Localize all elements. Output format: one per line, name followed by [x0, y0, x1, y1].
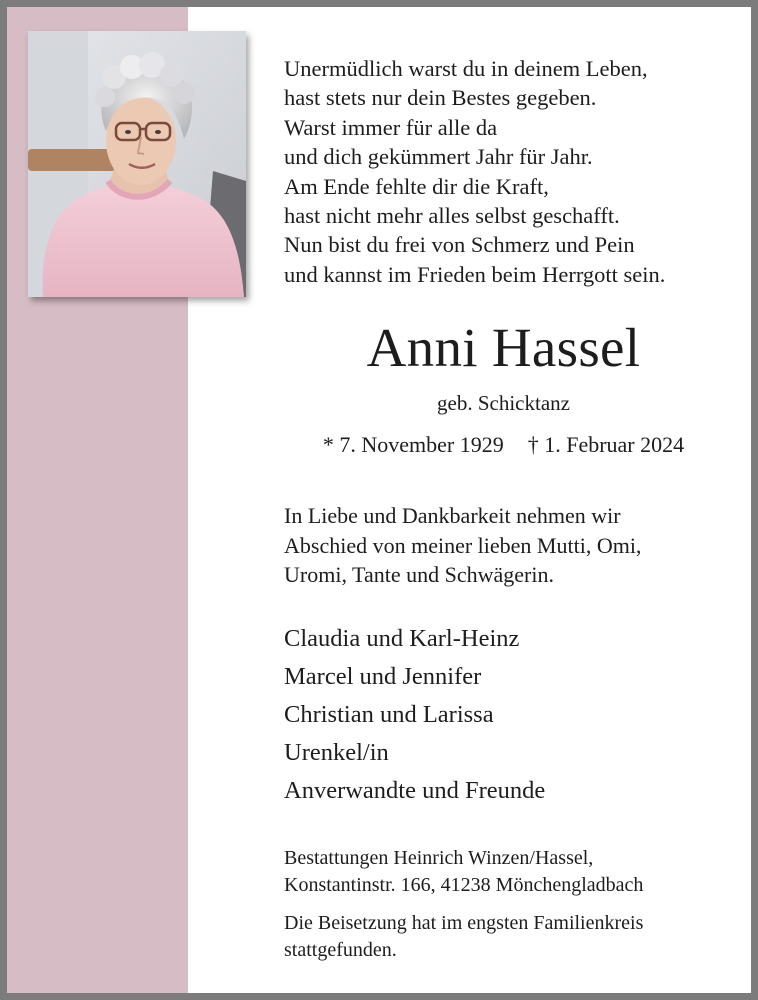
deceased-name: Anni Hassel: [366, 317, 641, 378]
burial-line: Die Beisetzung hat im engsten Familienkreis: [284, 912, 644, 934]
farewell-line: Uromi, Tante und Schwägerin.: [284, 562, 554, 588]
undertaker-address: [284, 845, 754, 898]
mourner: Urenkel/in: [284, 739, 389, 766]
poem-line: Warst immer für alle da: [284, 114, 498, 140]
burial-line: stattgefunden.: [284, 938, 397, 961]
poem-line: Nun bist du frei von Schmerz und Pein: [284, 232, 635, 258]
life-dates: [284, 430, 723, 460]
portrait-illustration: [28, 31, 246, 297]
memorial-poem: [284, 54, 754, 289]
farewell-line: In Liebe und Dankbarkeit nehmen wir: [284, 503, 621, 528]
poem-line: hast stets nur dein Bestes gegeben.: [284, 85, 597, 111]
birth-date: * 7. November 1929: [322, 432, 504, 457]
mourner: Claudia und Karl-Heinz: [284, 625, 520, 652]
farewell-line: Abschied von meiner lieben Mutti, Omi,: [284, 532, 642, 558]
farewell-text: [284, 501, 754, 590]
mourner: Christian und Larissa: [284, 701, 494, 728]
birth-name: geb. Schicktanz: [437, 391, 570, 415]
undertaker-line: Konstantinstr. 166, 41238 Mönchengladbach: [284, 873, 644, 896]
poem-line: hast nicht mehr alles selbst geschafft.: [284, 203, 620, 229]
death-date: † 1. Februar 2024: [527, 432, 685, 457]
portrait-photo: [28, 31, 246, 297]
poem-line: Am Ende fehlte dir die Kraft,: [284, 173, 549, 199]
mourner: Marcel und Jennifer: [284, 663, 482, 690]
mourner: Anverwandte und Freunde: [284, 777, 546, 804]
poem-line: und kannst im Frieden beim Herrgott sein.: [284, 261, 666, 287]
poem-line: und dich gekümmert Jahr für Jahr.: [284, 144, 593, 170]
burial-note: [284, 910, 754, 963]
mourners-list: [284, 620, 754, 810]
poem-line: Unermüdlich warst du in deinem Leben,: [284, 56, 648, 81]
undertaker-line: Bestattungen Heinrich Winzen/Hassel,: [284, 847, 594, 869]
